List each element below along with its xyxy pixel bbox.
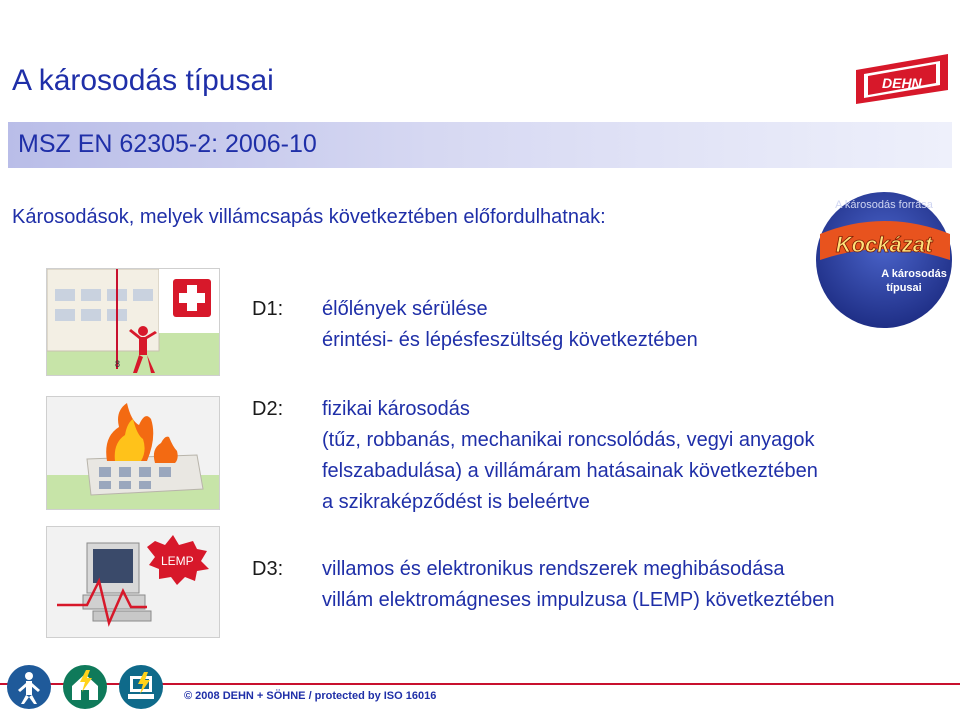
page-title: A károsodás típusai bbox=[12, 64, 274, 97]
dehn-logo bbox=[852, 52, 948, 104]
risk-center-label: Kockázat bbox=[835, 232, 933, 257]
d3-code: D3: bbox=[252, 558, 284, 580]
d2-image bbox=[46, 396, 220, 510]
d3-line-2: villám elektromágneses impulzusa (LEMP) következtében bbox=[322, 589, 835, 611]
d1-line-2: érintési- és lépésfeszültség következtében bbox=[322, 329, 698, 351]
first-aid-cross-icon bbox=[173, 279, 211, 317]
burning-building-icon bbox=[87, 403, 203, 495]
d3-description bbox=[322, 554, 834, 616]
d3-line-1: villamos és elektronikus rendszerek meghibásodása bbox=[322, 558, 785, 580]
d2-line-1: fizikai károsodás bbox=[322, 398, 470, 420]
d1-line-1: élőlények sérülése bbox=[322, 298, 488, 320]
lemp-label: LEMP bbox=[161, 554, 194, 568]
d3-image bbox=[46, 526, 220, 638]
d1-code: D1: bbox=[252, 298, 284, 320]
standard-banner bbox=[8, 122, 952, 168]
d2-line-3: felszabadulása) a villámáram hatásainak következtében bbox=[322, 460, 818, 482]
d2-line-2: (tűz, robbanás, mechanikai roncsolódás, vegyi anyagok bbox=[322, 429, 815, 451]
d2-description bbox=[322, 394, 818, 518]
d2-code: D2: bbox=[252, 398, 284, 420]
equipment-protection-icon bbox=[118, 664, 164, 710]
logo-text: DEHN bbox=[882, 75, 922, 91]
copyright-text: © 2008 DEHN + SÖHNE / protected by ISO 16016 bbox=[184, 690, 437, 702]
intro-text: Károsodások, melyek villámcsapás következtében előfordulhatnak: bbox=[12, 206, 606, 228]
computer-lemp-icon bbox=[57, 535, 209, 623]
building-protection-icon bbox=[62, 664, 108, 710]
risk-bottom-label-1: A károsodás bbox=[881, 268, 947, 280]
d1-image bbox=[46, 268, 220, 376]
person-protection-icon bbox=[6, 664, 52, 710]
risk-bottom-label-2: típusai bbox=[886, 282, 922, 294]
d1-description bbox=[322, 294, 698, 356]
risk-top-label: A károsodás forrása bbox=[835, 199, 933, 211]
d2-line-4: a szikraképződést is beleértve bbox=[322, 491, 590, 513]
d1-image-label: 8 bbox=[115, 359, 121, 369]
standard-text: MSZ EN 62305-2: 2006-10 bbox=[18, 130, 317, 158]
risk-diagram bbox=[810, 190, 958, 330]
